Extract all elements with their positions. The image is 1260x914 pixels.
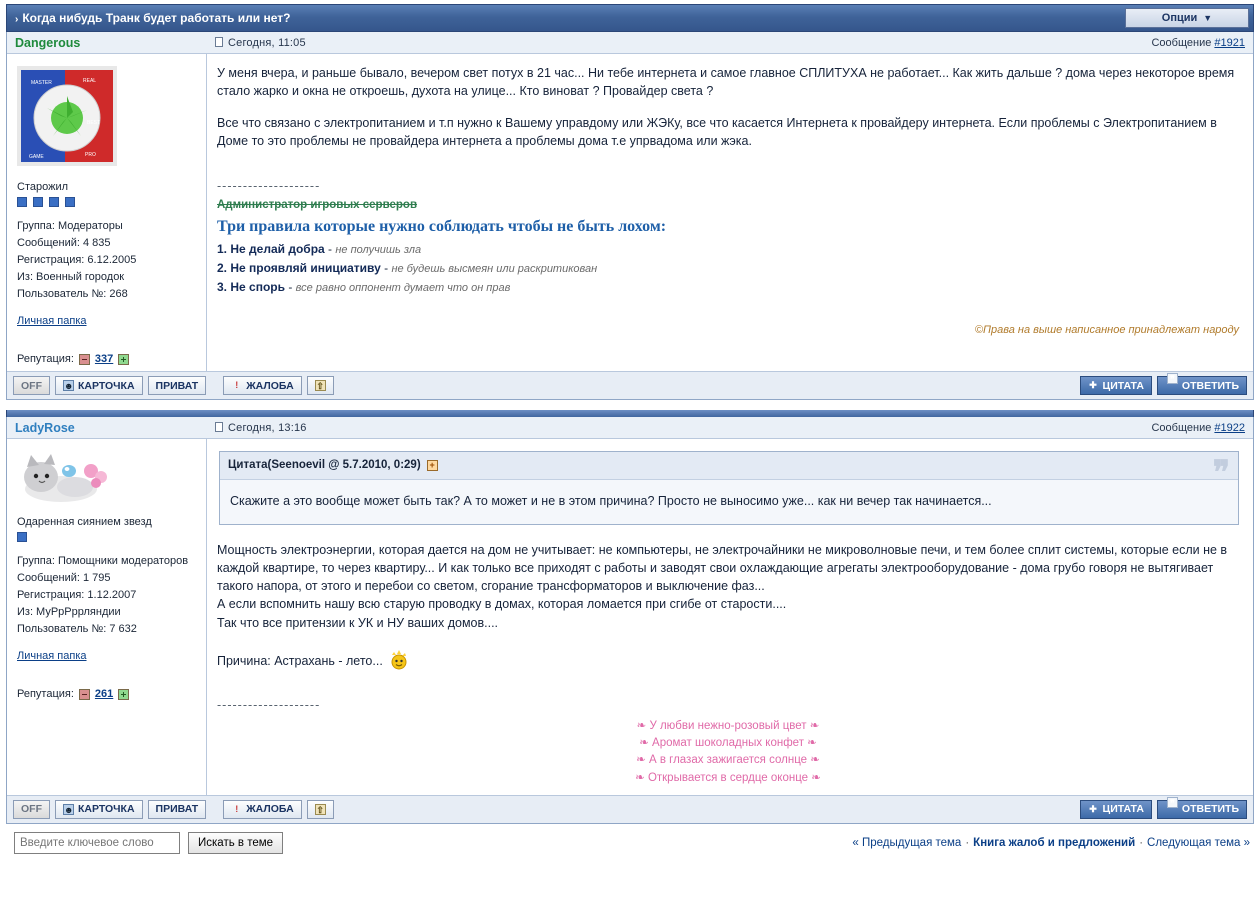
separator-dot: · [1139, 836, 1144, 849]
post-2-message-number [1151, 422, 1245, 434]
rule-italic: не получишь зла [335, 244, 422, 257]
pip-icon [49, 197, 59, 207]
post-2-text [217, 541, 1239, 670]
search-in-topic-button[interactable]: Искать в теме [188, 832, 283, 854]
post-2-status-offline: OFF [13, 800, 50, 819]
post-2-toolbar [7, 795, 1253, 823]
post-1-reply-button[interactable] [1157, 376, 1247, 395]
post-1-personal-folder-link[interactable]: Личная папка [17, 315, 87, 328]
post-2-content [207, 439, 1253, 795]
reputation-minus-icon[interactable] [79, 689, 90, 700]
post-2-date-text: Сегодня, 13:16 [228, 421, 307, 434]
post-2-reputation-value[interactable]: 261 [94, 688, 114, 701]
post-1-reply-label: ОТВЕТИТЬ [1181, 379, 1239, 392]
footer-bar [6, 824, 1254, 860]
post-separator [6, 400, 1254, 410]
post-2-paragraph: Мощность электроэнергии, которая дается на дом не учитывает: не компьютеры, не электрочайники не микроволновые печи, и тем более сплит системы, которые если не в каждой квартире, то через квартиру... И как только все приходят с работы и заводят свои охлаждающие агрегаты электрооборудование - дома грубо говоря не вытягивает такого напора, от этого и перебои со светом, сгорание трансформаторов и выключение фаз... [217, 543, 1228, 594]
warning-icon: ! [235, 803, 239, 814]
chevron-down-icon: ▼ [1203, 13, 1213, 23]
post-2-header [7, 417, 1253, 439]
rule-dash: - [380, 261, 392, 276]
post-1-rule [217, 279, 1239, 297]
post-2-reputation-label: Репутация: [17, 688, 74, 701]
search-input[interactable] [14, 832, 180, 854]
warning-icon: ! [235, 380, 239, 391]
page-icon [215, 37, 223, 47]
separator-dot: · [965, 836, 970, 849]
post-2-private-button[interactable]: ПРИВАТ [148, 800, 207, 819]
post-2-complaint-label: ЖАЛОБА [246, 803, 294, 816]
quote-block [219, 451, 1239, 525]
post-2-toolbar-left [13, 800, 334, 819]
post-2-card-label: КАРТОЧКА [78, 803, 135, 816]
plus-icon: ✚ [1089, 803, 1097, 814]
avatar-image [17, 447, 113, 505]
next-topic-link[interactable]: Следующая тема » [1147, 836, 1250, 849]
options-button[interactable] [1125, 8, 1249, 28]
complaints-book-link[interactable]: Книга жалоб и предложений [973, 836, 1136, 849]
rule-num: 3. [217, 280, 228, 295]
post-1-group: Группа: Модераторы [17, 220, 123, 232]
post-2-cause-text: Причина: Астрахань - лето... [217, 653, 383, 668]
post-2-signature [217, 718, 1239, 787]
footer-search [14, 832, 283, 854]
post-1-signature-title: Три правила которые нужно соблюдать чтобы не быть лохом: [217, 218, 667, 236]
post-1-quote-label: ЦИТАТА [1102, 379, 1144, 392]
post-2-scroll-top-button[interactable] [307, 800, 334, 819]
post-2-user-number: Пользователь №: 7 632 [17, 623, 137, 636]
post-1-date [215, 37, 1151, 49]
pip-icon [65, 197, 75, 207]
rule-dash: - [285, 280, 296, 295]
rule-italic: все равно оппонент думает что он прав [295, 282, 511, 295]
footer-nav [852, 837, 1250, 849]
svg-text:MASTER: MASTER [31, 80, 52, 86]
signature-line: ❧ А в глазах зажигается солнце ❧ [636, 754, 820, 767]
post-1-signature-struck: Администратор игровых серверов [217, 198, 418, 211]
thread-title-text: Когда нибудь Транк будет работать или нет? [22, 11, 291, 25]
reputation-minus-icon[interactable] [79, 354, 90, 365]
avatar-image [17, 62, 121, 170]
post-1-registered: Регистрация: 6.12.2005 [17, 254, 137, 267]
post-1-rule [217, 241, 1239, 259]
post-1-message-number [1151, 37, 1245, 49]
quote-source: Цитата(Seenoevil @ 5.7.2010, 0:29) [228, 459, 421, 472]
post-1-reputation-value[interactable]: 337 [94, 353, 114, 366]
post-1-complaint-button[interactable] [223, 376, 301, 395]
post-2-rank: Одаренная сиянием звезд [17, 516, 152, 529]
svg-text:REAL: REAL [83, 78, 97, 84]
post-1-author[interactable]: Dangerous [15, 35, 81, 50]
post-2-paragraph: Так что все притензии к УК и НУ ваших домов.... [217, 615, 499, 630]
post-2-personal-folder-link[interactable]: Личная папка [17, 650, 87, 663]
post-1-body [7, 54, 1253, 371]
post-2-pips [17, 532, 198, 545]
post-1-paragraph: У меня вчера, и раньше бывало, вечером свет потух в 21 час... Ни тебе интернета и самое главное СПЛИТУХА не работает... Как жить дальше ? дома через некоторое время стало жарко и окна не откроешь, духота на улице... Кто виноват ? Провайдер света ? [217, 66, 1235, 99]
reputation-plus-icon[interactable] [118, 689, 129, 700]
post-1-text [217, 64, 1239, 151]
thread-title [15, 11, 290, 25]
signature-line: ❧ Аромат шоколадных конфет ❧ [639, 737, 817, 750]
post-1-toolbar-right [1080, 376, 1247, 395]
reputation-plus-icon[interactable] [118, 354, 129, 365]
rule-dash: - [324, 242, 336, 257]
post-1-from: Из: Военный городок [17, 271, 125, 284]
post-1-content [207, 54, 1253, 371]
post-1-status-offline: OFF [13, 376, 50, 395]
sun-smiley-icon [388, 650, 410, 670]
post-2-permalink[interactable]: #1922 [1214, 421, 1245, 434]
post-1-paragraph: Все что связано с электропитанием и т.п нужно к Вашему управдому или ЖЭКу, все что касается Интернета к провайдеру интернета. Если проблемы с Электропитанием в Доме то это проблемы не провайдера интернета а проблемы дома т.е упрвадома или жэка. [217, 116, 1217, 149]
quote-icon: ❞ [1167, 373, 1178, 384]
pip-icon [17, 197, 27, 207]
post-1-reputation [17, 353, 198, 365]
svg-text:BEST: BEST [87, 120, 101, 126]
post-1-user-number: Пользователь №: 268 [17, 288, 128, 301]
pip-icon [17, 532, 27, 542]
post-1-pips [17, 197, 198, 210]
rule-bold: Не проявляй инициативу [230, 261, 381, 276]
post-1-reputation-label: Репутация: [17, 353, 74, 366]
plus-icon: ✚ [1089, 380, 1097, 391]
post-1-private-button[interactable]: ПРИВАТ [148, 376, 207, 395]
quote-text: Скажите а это вообще может быть так? А то может и не в этом причина? Просто не выносимо уже... как ни вечер так начинается... [230, 493, 992, 508]
post-1 [6, 32, 1254, 400]
post-1-permalink[interactable]: #1921 [1214, 36, 1245, 49]
post-2-body [7, 439, 1253, 795]
post-2-from: Из: МуРрРррляндии [17, 606, 121, 619]
svg-text:PRO: PRO [85, 152, 96, 158]
svg-text:GAME: GAME [29, 154, 44, 160]
post-2-quote-button[interactable] [1080, 800, 1152, 819]
post-1-rights-note: ©Права на выше написанное принадлежат народу [974, 324, 1239, 337]
post-2-paragraph: А если вспомнить нашу всю старую проводку в домах, которая ломается при сгибе от старости.... [217, 597, 787, 612]
post-1-posts-count: Сообщений: 4 835 [17, 237, 111, 250]
post-1-complaint-label: ЖАЛОБА [246, 379, 294, 392]
page-icon [215, 422, 223, 432]
person-icon: ☻ [64, 381, 74, 392]
post-2-signature-separator: -------------------- [217, 697, 321, 712]
post-1-toolbar-left [13, 376, 334, 395]
signature-line: ❧ Открывается в сердце оконце ❧ [635, 771, 821, 784]
post-divider-bar [6, 410, 1254, 417]
post-1-card-label: КАРТОЧКА [78, 379, 135, 392]
rule-num: 1. [217, 242, 228, 257]
expand-icon[interactable]: + [427, 460, 438, 471]
post-2-registered: Регистрация: 1.12.2007 [17, 589, 137, 602]
rule-bold: Не делай добра [230, 242, 325, 257]
chevron-right-icon: › [15, 14, 19, 25]
avatar [17, 447, 198, 508]
post-1-rank: Старожил [17, 181, 69, 193]
post-1-userinfo [7, 54, 207, 371]
post-2-quote-label: ЦИТАТА [1102, 803, 1144, 816]
previous-topic-link[interactable]: « Предыдущая тема [852, 836, 962, 849]
post-1-rule [217, 260, 1239, 278]
post-2 [6, 417, 1254, 824]
rule-num: 2. [217, 261, 228, 276]
avatar [17, 62, 198, 173]
arrow-up-icon: ⇧ [316, 804, 324, 815]
post-2-complaint-button[interactable] [223, 800, 301, 819]
post-2-cause-line [217, 650, 1239, 670]
options-label: Опции [1161, 12, 1198, 24]
post-1-scroll-top-button[interactable] [307, 376, 334, 395]
post-2-group: Группа: Помощники модераторов [17, 555, 189, 568]
arrow-up-icon: ⇧ [316, 381, 324, 392]
post-2-reply-label: ОТВЕТИТЬ [1181, 803, 1239, 816]
quote-icon: ❞ [1167, 797, 1178, 808]
post-2-date [215, 422, 1151, 434]
post-2-reply-button[interactable] [1157, 797, 1247, 819]
post-1-quote-button[interactable] [1080, 376, 1152, 395]
post-2-author[interactable]: LadyRose [15, 420, 75, 435]
quote-mark-icon: ❞ [1212, 454, 1230, 491]
person-icon: ☻ [64, 804, 74, 815]
post-1-card-button[interactable] [55, 376, 143, 395]
thread-header-bar [6, 4, 1254, 32]
rule-italic: не будешь высмеян или раскритикован [391, 263, 598, 276]
post-2-reputation [17, 688, 198, 700]
signature-line: ❧ У любви нежно-розовый цвет ❧ [636, 719, 820, 732]
rule-bold: Не спорь [230, 280, 285, 295]
post-1-signature-separator: -------------------- [217, 178, 321, 193]
post-2-toolbar-right [1080, 797, 1247, 819]
post-2-card-button[interactable] [55, 800, 143, 819]
post-1-toolbar [7, 371, 1253, 399]
quote-header [220, 452, 1238, 480]
post-2-posts-count: Сообщений: 1 795 [17, 572, 111, 585]
post-1-message-label: Сообщение [1151, 36, 1212, 49]
post-2-userinfo [7, 439, 207, 795]
pip-icon [33, 197, 43, 207]
post-2-message-label: Сообщение [1151, 421, 1212, 434]
post-1-header [7, 32, 1253, 54]
post-1-date-text: Сегодня, 11:05 [228, 36, 306, 49]
